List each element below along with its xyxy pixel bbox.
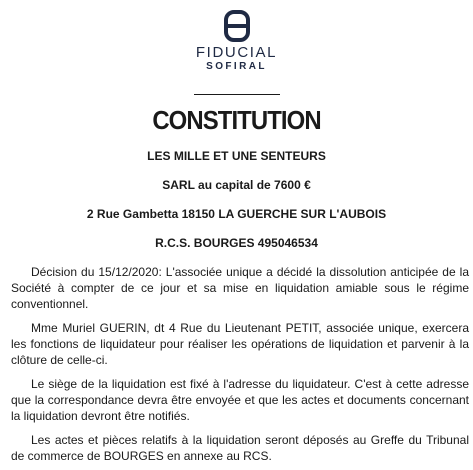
company-address: 2 Rue Gambetta 18150 LA GUERCHE SUR L'AUBOIS	[86, 207, 387, 221]
paragraph-liquidator: Mme Muriel GUERIN, dt 4 Rue du Lieutenant PETIT, associée unique, exercera les fonctions de liquidateur pour réaliser les opérations de liquidation et parvenir à la clôture de celle-ci.	[11, 321, 469, 367]
paragraph-filing: Les actes et pièces relatifs à la liquidation seront déposés au Greffe du Tribunal de commerce de BOURGES en annexe au RCS.	[11, 433, 469, 463]
logo-name: FIDUCIAL	[195, 44, 278, 61]
paragraph-registered-office: Le siège de la liquidation est fixé à l'adresse du liquidateur. C'est à cette adresse que la correspondance devra être envoyée et que les actes et documents concernant la liquidation devront être notifiés.	[11, 377, 469, 423]
company-name: LES MILLE ET UNE SENTEURS	[147, 149, 326, 163]
company-capital: SARL au capital de 7600 €	[162, 178, 311, 192]
fiducial-logo-icon	[223, 10, 251, 42]
notice-title: CONSTITUTION	[152, 105, 321, 135]
fiducial-logo	[0, 10, 473, 73]
paragraph-decision: Décision du 15/12/2020: L'associée unique a décidé la dissolution anticipée de la Société à compter de ce jour et sa mise en liquidation amiable sous le régime conventionnel.	[11, 265, 469, 311]
title-divider	[194, 94, 280, 95]
logo-subtitle: SOFIRAL	[206, 61, 267, 72]
company-rcs: R.C.S. BOURGES 495046534	[155, 236, 318, 250]
